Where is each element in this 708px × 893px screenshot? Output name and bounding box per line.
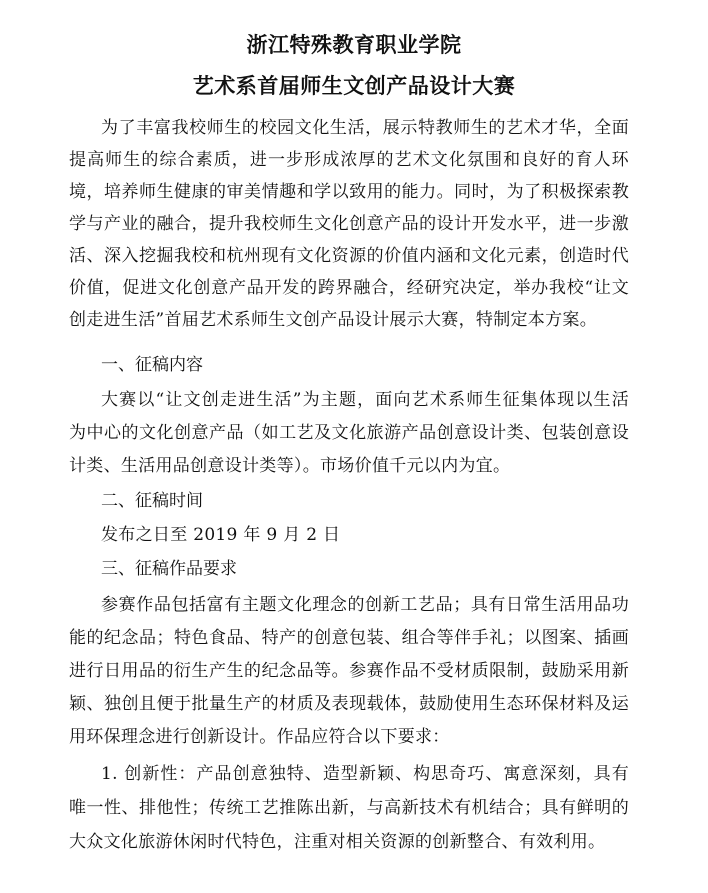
intro-paragraph-line: 提高师生的综合素质，进一步形成浓厚的艺术文化氛围和良好的育人环	[69, 150, 629, 170]
intro-paragraph-line: 价值，促进文化创意产品开发的跨界融合，经研究决定，举办我校“让文	[69, 278, 629, 298]
section3-paragraph-line: 进行日用品的衍生产生的纪念品等。参赛作品不受材质限制，鼓励采用新	[69, 661, 629, 681]
section1-paragraph-line: 计类、生活用品创意设计类等）。市场价值千元以内为宜。	[69, 456, 511, 476]
requirement-item-line: 唯一性、排他性；传统工艺推陈出新，与高新技术有机结合；具有鲜明的	[69, 798, 629, 818]
section-heading-content: 一、征稿内容	[101, 355, 203, 375]
intro-paragraph-line: 为了丰富我校师生的校园文化生活，展示特教师生的艺术才华，全面	[101, 118, 629, 138]
section1-paragraph-line: 为中心的文化创意产品（如工艺及文化旅游产品创意设计类、包装创意设	[69, 423, 629, 443]
section-heading-requirements: 三、征稿作品要求	[101, 559, 237, 579]
document-title-contest: 艺术系首届师生文创产品设计大赛	[192, 74, 516, 98]
section-heading-time: 二、征稿时间	[101, 491, 203, 511]
intro-paragraph-line: 创走进生活”首届艺术系师生文创产品设计展示大赛，特制定本方案。	[69, 310, 597, 330]
requirement-item-line: 1. 创新性：产品创意独特、造型新颖、构思奇巧、寓意深刻，具有	[101, 764, 629, 784]
section3-paragraph-line: 参赛作品包括富有主题文化理念的创新工艺品；具有日常生活用品功	[101, 595, 629, 615]
document-title-institution: 浙江特殊教育职业学院	[246, 33, 462, 57]
submission-deadline: 发布之日至 2019 年 9 月 2 日	[101, 525, 341, 545]
section1-paragraph-line: 大赛以“让文创走进生活”为主题，面向艺术系师生征集体现以生活	[101, 390, 629, 410]
section3-paragraph-line: 颖、独创且便于批量生产的材质及表现载体，鼓励使用生态环保材料及运	[69, 694, 629, 714]
section3-paragraph-line: 能的纪念品；特色食品、特产的创意包装、组合等伴手礼；以图案、插画	[69, 628, 629, 648]
intro-paragraph-line: 活、深入挖掘我校和杭州现有文化资源的价值内涵和文化元素，创造时代	[69, 246, 629, 266]
section3-paragraph-line: 用环保理念进行创新设计。作品应符合以下要求：	[69, 727, 450, 747]
intro-paragraph-line: 学与产业的融合，提升我校师生文化创意产品的设计开发水平，进一步激	[69, 214, 629, 234]
intro-paragraph-line: 境，培养师生健康的审美情趣和学以致用的能力。同时，为了积极探索教	[69, 182, 629, 202]
requirement-item-line: 大众文化旅游休闲时代特色，注重对相关资源的创新整合、有效利用。	[69, 832, 606, 852]
